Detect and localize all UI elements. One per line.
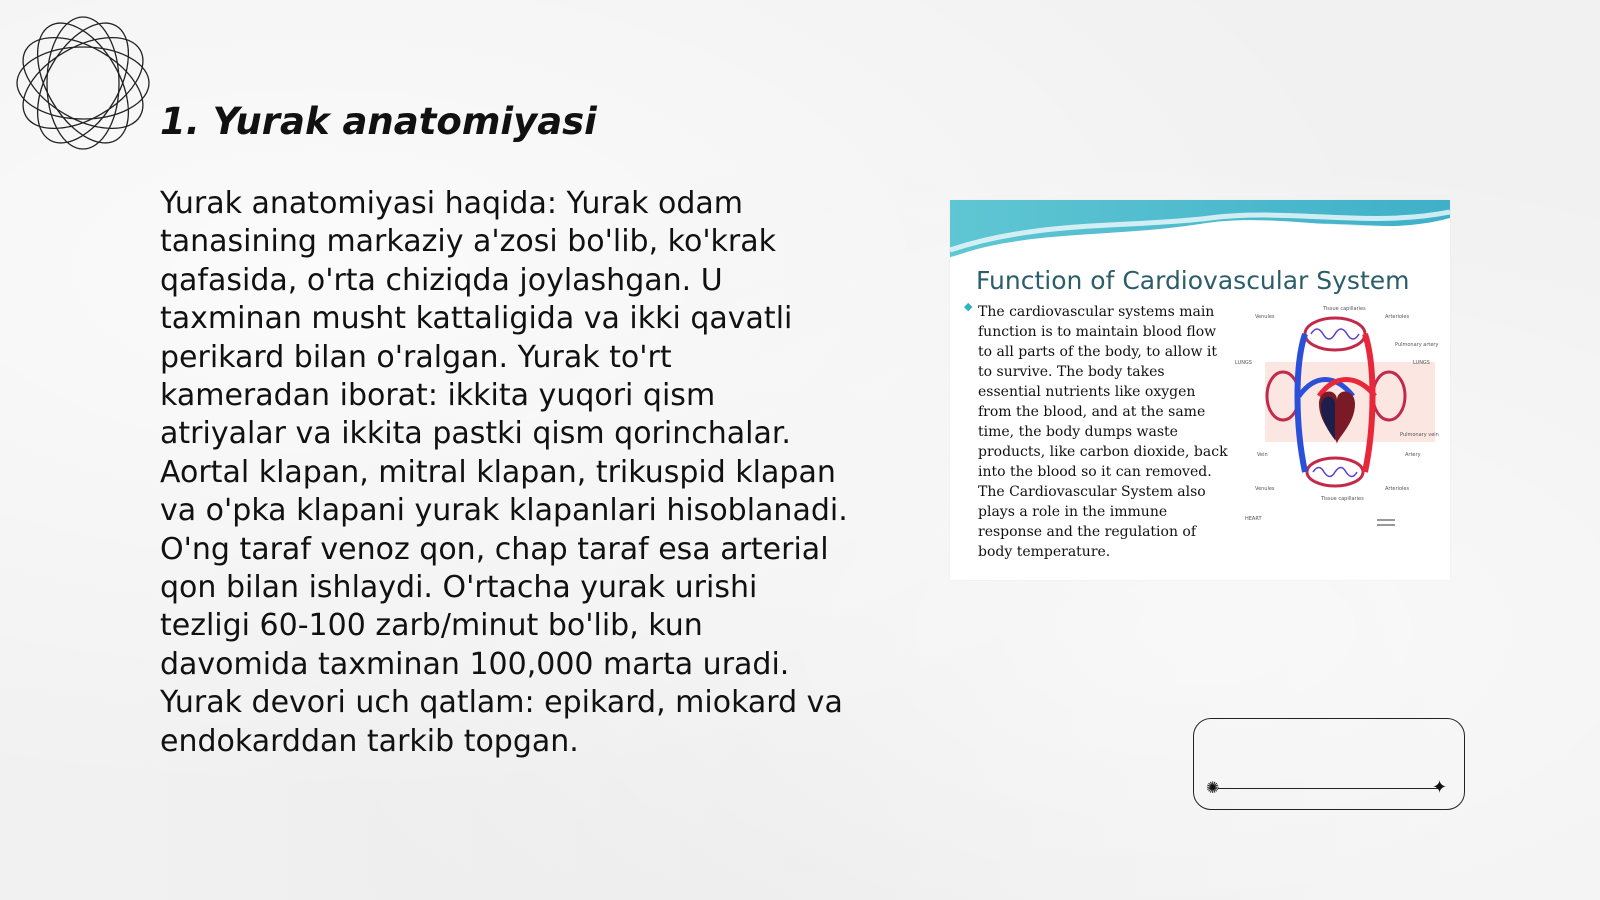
circulatory-system-diagram [1235,304,1445,536]
svg-text:Pulmonary vein: Pulmonary vein [1400,432,1439,438]
svg-text:Arterioles: Arterioles [1385,314,1410,320]
wave-header-graphic [950,200,1450,258]
svg-text:Tissue capillaries: Tissue capillaries [1321,496,1364,502]
cardiovascular-slide-image [950,200,1450,580]
svg-text:Arterioles: Arterioles [1385,486,1410,492]
slide-title: 1. Yurak anatomiyasi [160,100,597,143]
bullet-icon: ◆ [964,300,973,313]
slide-body-text: Yurak anatomiyasi haqida: Yurak odam tanasining markaziy a'zosi bo'lib, ko'krak qafasida, o'rta chiziqda joylashgan. U taxminan musht kattaligida va ikki qavatli perikard bilan o'ralgan. Yurak to'rt kameradan iborat: ikkita yuqori qism atriyalar va ikkita pastki qism qorinchalar. Aortal klapan, mitral klapan, trikuspid klapan va o'pka klapani yurak klapanlari hisoblanadi. O'ng taraf venoz qon, chap taraf esa arterial qon bilan ishlaydi. O'rtacha yurak urishi tezligi 60-100 zarb/minut bo'lib, kun davomida taxminan 100,000 marta uradi. Yurak devori uch qatlam: epikard, miokard va endokarddan tarkib topgan. [160,186,848,759]
svg-text:Venules: Venules [1255,314,1275,320]
svg-text:Venules: Venules [1255,486,1275,492]
embedded-slide-title: Function of Cardiovascular System [976,266,1410,295]
svg-text:LUNGS: LUNGS [1413,360,1430,366]
svg-text:Pulmonary artery: Pulmonary artery [1395,342,1439,348]
svg-text:LUNGS: LUNGS [1235,360,1252,366]
svg-text:HEART: HEART [1245,516,1262,522]
timeline-line [1218,788,1440,789]
svg-text:Tissue capillaries: Tissue capillaries [1323,306,1366,312]
svg-text:Vein: Vein [1257,452,1268,458]
interlaced-circles-icon [10,10,156,156]
timeline-decoration [1193,718,1465,810]
embedded-slide-text: The cardiovascular systems main function is to maintain blood flow to all parts of the body, to allow it to survive. The body takes essential nutrients like oxygen from the blood, and at the same time, the body dumps waste products, like carbon dioxide, back into the blood so it can removed. The Cardiovascular System also plays a role in the immune response and the regulation of body temperature. [978,304,1228,560]
sparkle-star-icon: ✦ [1432,777,1448,798]
svg-text:Artery: Artery [1405,452,1421,458]
sun-burst-icon: ✺ [1206,778,1220,797]
